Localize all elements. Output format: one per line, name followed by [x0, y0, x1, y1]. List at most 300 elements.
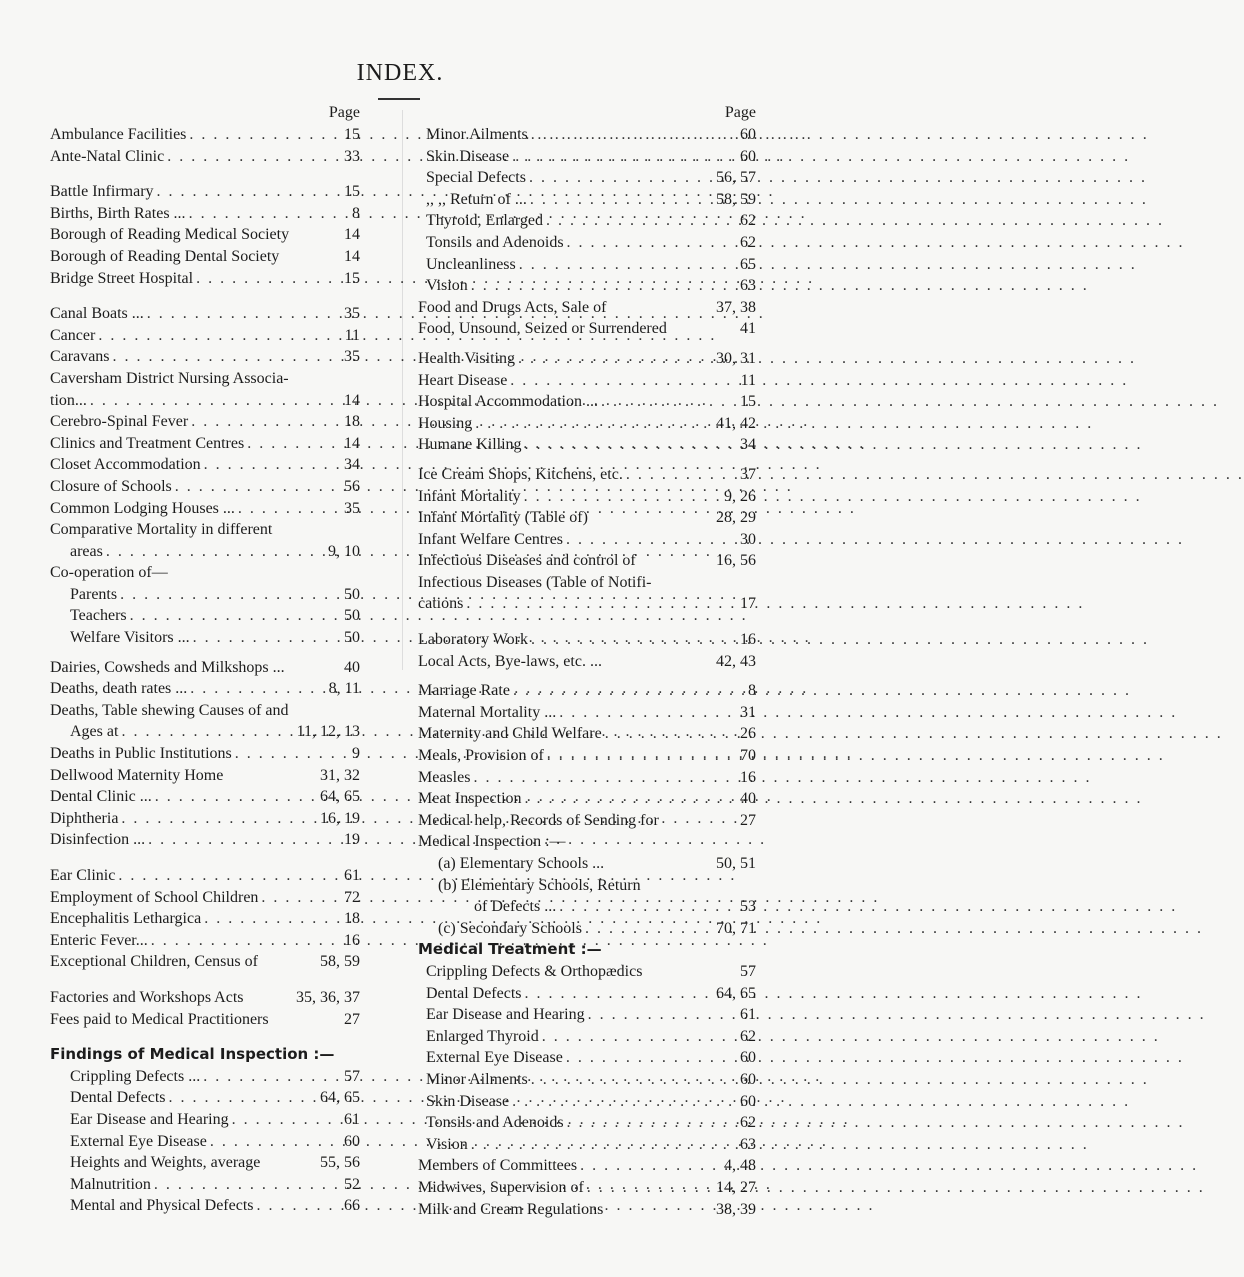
entry-label: Housing [418, 414, 473, 432]
index-entry [418, 572, 756, 594]
index-entry [50, 181, 360, 203]
entry-page: 16 [740, 631, 756, 649]
entry-page: 60 [344, 1132, 360, 1150]
index-entry [50, 584, 360, 606]
leader-dots [154, 181, 344, 203]
entry-page: 57 [740, 962, 756, 980]
entry-label: Vision [426, 1135, 468, 1153]
entry-label: Enlarged Thyroid [426, 1027, 539, 1045]
entry-page: 30 [740, 530, 756, 548]
leader-dots [244, 433, 344, 455]
entry-page: 11, 12, 13 [296, 723, 360, 741]
entry-label: Infectious Diseases and control of [418, 552, 636, 570]
section-gap [418, 615, 756, 629]
entry-label: Local Acts, Bye-laws, etc. ... [418, 652, 602, 670]
entry-page: 56, 57 [716, 169, 756, 187]
index-entry [418, 1091, 756, 1113]
leader-dots [151, 1174, 344, 1196]
entry-label: Tonsils and Adenoids [426, 233, 564, 251]
index-entry [418, 983, 756, 1005]
index-entry [418, 275, 756, 297]
leader-dots [522, 434, 740, 456]
entry-label: Dental Defects [70, 1089, 166, 1107]
index-entry [50, 476, 360, 498]
index-entry [418, 1069, 756, 1091]
entry-page: 35 [344, 499, 360, 517]
entry-page: 19 [344, 831, 360, 849]
entry-label: Food and Drugs Acts, Sale of [418, 298, 607, 316]
entry-label: Dental Defects [426, 984, 522, 1002]
entry-label: Borough of Reading Dental Society [50, 247, 280, 265]
entry-label: Infant Welfare Centres [418, 530, 564, 548]
index-entry [50, 930, 360, 952]
entry-label: Meals, Provision of [418, 747, 544, 765]
index-entry [50, 390, 360, 412]
leader-dots [602, 723, 740, 745]
entry-page: 50 [344, 629, 360, 647]
leader-dots [577, 1155, 724, 1177]
section-gap [418, 456, 756, 464]
entry-label: Teachers [70, 607, 127, 625]
entry-page: 63 [740, 277, 756, 295]
entry-label: Battle Infirmary [50, 183, 154, 201]
index-entry [50, 124, 360, 146]
entry-page: 62 [740, 1114, 756, 1132]
index-entry [50, 657, 360, 679]
entry-page: 38, 39 [716, 1200, 756, 1218]
entry-label: Enteric Fever... [50, 931, 148, 949]
entry-label: Diphtheria [50, 809, 119, 827]
entry-label: Meat Inspection [418, 790, 522, 808]
entry-label: Humane Killing [418, 436, 522, 454]
leader-dots [585, 1004, 740, 1026]
entry-label: Fees paid to Medical Practitioners [50, 1010, 269, 1028]
entry-label: Comparative Mortality in different [50, 521, 273, 539]
index-entry [418, 318, 756, 340]
entry-page: 35 [344, 348, 360, 366]
entry-label: Measles [418, 768, 471, 786]
entry-page: 30, 31 [716, 349, 756, 367]
entry-label: Heart Disease [418, 371, 508, 389]
index-entry [50, 743, 360, 765]
leader-dots [186, 124, 344, 146]
index-entry [50, 1152, 360, 1174]
section-gap [418, 340, 756, 348]
entry-page: 62 [740, 233, 756, 251]
leader-dots [522, 788, 740, 810]
entry-label: Ante-Natal Clinic [50, 147, 165, 165]
entry-page: 40 [344, 658, 360, 676]
entry-page: 58, 59 [716, 190, 756, 208]
index-entry [418, 464, 756, 486]
index-entry [50, 562, 360, 584]
entry-label: Ages at [70, 723, 119, 741]
leader-dots [87, 390, 344, 412]
entry-label: Health Visiting [418, 349, 515, 367]
entry-page: 8 [352, 204, 360, 222]
index-entry [418, 413, 756, 435]
entry-page: 35, 36, 37 [296, 988, 360, 1006]
entry-page: 64, 65 [716, 984, 756, 1002]
leader-dots [522, 983, 716, 1005]
entry-label: Laboratory Work [418, 631, 528, 649]
index-entry [50, 808, 360, 830]
section-gap [50, 851, 360, 865]
index-entry [50, 765, 360, 787]
entry-label: Medical Inspection :— [418, 833, 566, 851]
entry-page: 9 [352, 745, 360, 763]
index-entry [418, 167, 756, 189]
index-entry [50, 678, 360, 700]
entry-page: 60 [740, 1049, 756, 1067]
entry-page: 60 [740, 126, 756, 143]
entry-page: 50 [344, 585, 360, 603]
entry-page: 55, 56 [320, 1154, 360, 1172]
entry-page: 31, 32 [320, 766, 360, 784]
index-entry [418, 348, 756, 370]
page-column-heading: Page [724, 104, 756, 121]
leader-dots [235, 498, 344, 520]
leader-dots [509, 1091, 740, 1113]
entry-page: 11 [740, 371, 756, 389]
entry-page: 61 [344, 1110, 360, 1128]
leader-dots [507, 370, 740, 392]
index-entry [50, 346, 360, 368]
entry-page: 17 [740, 595, 756, 613]
entry-label: Disinfection ... [50, 831, 146, 849]
entry-page: 35 [344, 305, 360, 323]
entry-label: tion... [50, 391, 87, 409]
leader-dots [117, 584, 344, 606]
leader-dots [229, 1109, 344, 1131]
entry-page: 14 [344, 391, 360, 409]
leader-dots [166, 1087, 320, 1109]
leader-dots [582, 918, 716, 940]
entry-page: 18 [344, 413, 360, 431]
leader-dots [526, 167, 716, 189]
left-entries [50, 124, 360, 1217]
entry-label: Encephalitis Lethargica [50, 910, 202, 928]
leader-dots [463, 593, 740, 615]
entry-page: 70 [740, 747, 756, 765]
index-entry [418, 1199, 756, 1221]
entry-page: 37 [740, 465, 756, 483]
leader-dots [232, 743, 352, 765]
index-entry [50, 1109, 360, 1131]
entry-label: Deaths, death rates ... [50, 680, 188, 698]
leader-dots [118, 808, 320, 830]
entry-page: 9, 10 [328, 542, 360, 560]
entry-label: Co-operation of— [50, 564, 168, 582]
index-entry [418, 629, 756, 651]
entry-page: 57 [344, 1067, 360, 1085]
index-entry [418, 767, 756, 789]
entry-label: (c) Secondary Schools [438, 919, 582, 937]
index-entry [418, 1134, 756, 1156]
index-entry [418, 550, 756, 572]
entry-label: areas [70, 542, 103, 560]
entry-page: 18 [344, 910, 360, 928]
index-entry [50, 268, 360, 290]
entry-label: Ear Disease and Hearing [426, 1006, 585, 1024]
entry-page: 60 [740, 1092, 756, 1110]
leader-dots [528, 1069, 740, 1091]
entry-page: 50 [344, 607, 360, 625]
leader-dots [470, 767, 740, 789]
index-entry [418, 1177, 756, 1199]
index-entry [50, 865, 360, 887]
entry-page: 62 [740, 212, 756, 230]
index-entry [418, 297, 756, 319]
entry-page: 34 [344, 456, 360, 474]
entry-page: 27 [740, 811, 756, 829]
section-gap [50, 167, 360, 181]
index-entry [50, 411, 360, 433]
leader-dots [472, 413, 716, 435]
index-entry [50, 1087, 360, 1109]
leader-dots [468, 275, 740, 297]
leader-dots [584, 1177, 716, 1199]
entry-page: 40 [740, 790, 756, 808]
entry-page: 34 [740, 436, 756, 454]
entry-page: 31 [740, 703, 756, 721]
index-entry [418, 680, 756, 702]
entry-page: 14 [344, 226, 360, 244]
entry-page: 53 [740, 898, 756, 916]
entry-label: Vision [426, 277, 468, 295]
index-entry [418, 146, 756, 168]
leader-dots [515, 348, 716, 370]
entry-label: Common Lodging Houses ... [50, 499, 235, 517]
index-entry [418, 210, 756, 232]
index-entry [50, 605, 360, 627]
leader-dots [543, 210, 740, 232]
index-entry [50, 908, 360, 930]
entry-label: Ear Clinic [50, 867, 116, 884]
entry-label: cations [418, 595, 464, 613]
leader-dots [509, 146, 740, 168]
leader-dots [186, 203, 352, 225]
entry-label: of Defects ... [474, 898, 557, 916]
leader-dots [527, 189, 716, 211]
index-entry [418, 124, 756, 146]
entry-label: Clinics and Treatment Centres [50, 434, 245, 452]
index-entry [418, 853, 756, 875]
entry-label: Borough of Reading Medical Society [50, 226, 290, 244]
leader-dots [468, 1134, 740, 1156]
entry-page: 37, 38 [716, 298, 756, 316]
index-entry [418, 507, 756, 529]
leader-dots [144, 303, 344, 325]
index-entry [418, 1047, 756, 1069]
entry-label: Skin Disease [426, 1092, 510, 1110]
index-entry [50, 303, 360, 325]
index-entry [418, 939, 756, 961]
index-entry [50, 325, 360, 347]
entry-page: 70, 71 [716, 919, 756, 937]
index-entry [418, 1155, 756, 1177]
leader-dots [200, 1066, 344, 1088]
section-gap [50, 649, 360, 657]
entry-page: 56 [344, 477, 360, 495]
entry-page: 60 [740, 147, 756, 165]
leader-dots [539, 1026, 740, 1048]
leader-dots [193, 268, 344, 290]
index-entry [418, 745, 756, 767]
leader-dots [516, 254, 740, 276]
entry-label: Marriage Rate [418, 682, 510, 700]
entry-label: Bridge Street Hospital [50, 269, 194, 287]
leader-dots [623, 464, 740, 486]
leader-dots [563, 529, 740, 551]
entry-page: 72 [344, 888, 360, 906]
entry-page: 41, 42 [716, 414, 756, 432]
entry-label: Hospital Accommodation ... [418, 393, 598, 411]
index-entry [418, 810, 756, 832]
entry-page: 15 [344, 269, 360, 287]
leader-dots [145, 829, 344, 851]
entry-label: Ambulance Facilities [50, 126, 187, 143]
index-entry [418, 875, 756, 897]
index-entry [418, 831, 756, 853]
page-column-heading: Page [328, 104, 360, 121]
leader-dots [103, 541, 328, 563]
index-entry [50, 146, 360, 168]
entry-page: 26 [740, 725, 756, 743]
entry-label: Deaths in Public Institutions [50, 745, 232, 763]
leader-dots [115, 865, 344, 887]
entry-label: Welfare Visitors ... [70, 629, 190, 647]
entry-label: Uncleanliness [426, 255, 516, 273]
leader-dots [564, 232, 740, 254]
leader-dots [563, 1047, 740, 1069]
entry-page: 4, 48 [724, 1157, 756, 1175]
entry-label: Parents [70, 585, 118, 603]
entry-page: 9, 26 [724, 487, 756, 505]
entry-label: Infant Mortality (Table of) [418, 509, 588, 527]
index-entry [418, 723, 756, 745]
leader-dots [521, 486, 724, 508]
entry-page: 41 [740, 320, 756, 338]
index-entry [418, 486, 756, 508]
entry-label: Deaths, Table shewing Causes of and [50, 701, 289, 719]
entry-page: 14, 27 [716, 1178, 756, 1196]
leader-dots [510, 680, 748, 702]
leader-dots [564, 1112, 740, 1134]
entry-page: 15 [344, 183, 360, 201]
index-entry [418, 651, 756, 673]
section-gap [50, 289, 360, 303]
entry-label: (b) Elementary Schools, Return [438, 876, 641, 894]
leader-dots [152, 786, 320, 808]
leader-dots [95, 325, 344, 347]
index-title: INDEX. [356, 60, 444, 86]
leader-dots [187, 678, 328, 700]
entry-label: Cancer [50, 326, 96, 344]
entry-label: Dairies, Cowsheds and Milkshops ... [50, 658, 285, 676]
entry-label: Exceptional Children, Census of [50, 953, 258, 971]
index-entry [50, 454, 360, 476]
entry-label: Employment of School Children [50, 888, 259, 906]
entry-label: Maternal Mortality ... [418, 703, 557, 721]
leader-dots [201, 454, 344, 476]
index-entry [50, 627, 360, 649]
entry-page: 52 [344, 1175, 360, 1193]
entry-label: Dellwood Maternity Home [50, 766, 224, 784]
entry-page: 33 [344, 147, 360, 165]
entry-page: 16 [344, 931, 360, 949]
entry-label: Members of Committees [418, 1157, 578, 1175]
entry-label: Mental and Physical Defects [70, 1197, 254, 1215]
leader-dots [544, 745, 740, 767]
leader-dots [148, 930, 344, 952]
entry-label: External Eye Disease [70, 1132, 207, 1150]
entry-label: Closure of Schools [50, 477, 172, 495]
entry-page: 11 [344, 326, 360, 344]
entry-page: 15 [344, 126, 360, 143]
entry-label: Canal Boats ... [50, 305, 144, 323]
index-entry [418, 1004, 756, 1026]
entry-label: Findings of Medical Inspection :— [50, 1045, 335, 1064]
entry-label: Food, Unsound, Seized or Surrendered [418, 320, 667, 338]
index-entry [50, 887, 360, 909]
index-entry [50, 1195, 360, 1217]
index-entry [50, 700, 360, 722]
entry-page: 66 [344, 1197, 360, 1215]
leader-dots [188, 411, 344, 433]
index-entry [418, 593, 756, 615]
index-entry [418, 232, 756, 254]
entry-page: 14 [344, 434, 360, 452]
entry-label: Tonsils and Adenoids [426, 1114, 564, 1132]
entry-label: Dental Clinic ... [50, 788, 152, 806]
entry-label: Caversham District Nursing Associa- [50, 369, 289, 387]
index-entry [418, 896, 756, 918]
leader-dots [110, 346, 344, 368]
index-column-left [50, 102, 360, 1217]
entry-page: 28, 29 [716, 509, 756, 527]
index-entry [50, 203, 360, 225]
index-entry [50, 951, 360, 973]
entry-label: Cerebro-Spinal Fever [50, 413, 189, 431]
leader-dots [172, 476, 344, 498]
index-entry [50, 1174, 360, 1196]
entry-label: Ice Cream Shops, Kitchens, etc. [418, 465, 623, 483]
index-entry [50, 224, 360, 246]
entry-page: 8, 11 [328, 680, 360, 698]
index-entry [50, 1066, 360, 1088]
entry-page: 42, 43 [716, 652, 756, 670]
index-entry [50, 1044, 360, 1066]
index-entry [50, 368, 360, 390]
index-entry [50, 433, 360, 455]
entry-label: Milk and Cream Regulations [418, 1200, 604, 1218]
entry-label: Births, Birth Rates ... [50, 204, 186, 222]
index-entry [418, 702, 756, 724]
section-gap [50, 1030, 360, 1044]
index-entry [50, 246, 360, 268]
leader-dots [207, 1131, 344, 1153]
entry-label: Maternity and Child Welfare [418, 725, 602, 743]
entry-label: Infant Mortality [418, 487, 521, 505]
entry-page: 65 [740, 255, 756, 273]
leader-dots [254, 1195, 345, 1217]
entry-page: 58, 59 [320, 953, 360, 971]
entry-label: Heights and Weights, average [70, 1154, 261, 1172]
entry-label: Caravans [50, 348, 110, 366]
entry-page: 62 [740, 1027, 756, 1045]
section-gap [50, 973, 360, 987]
